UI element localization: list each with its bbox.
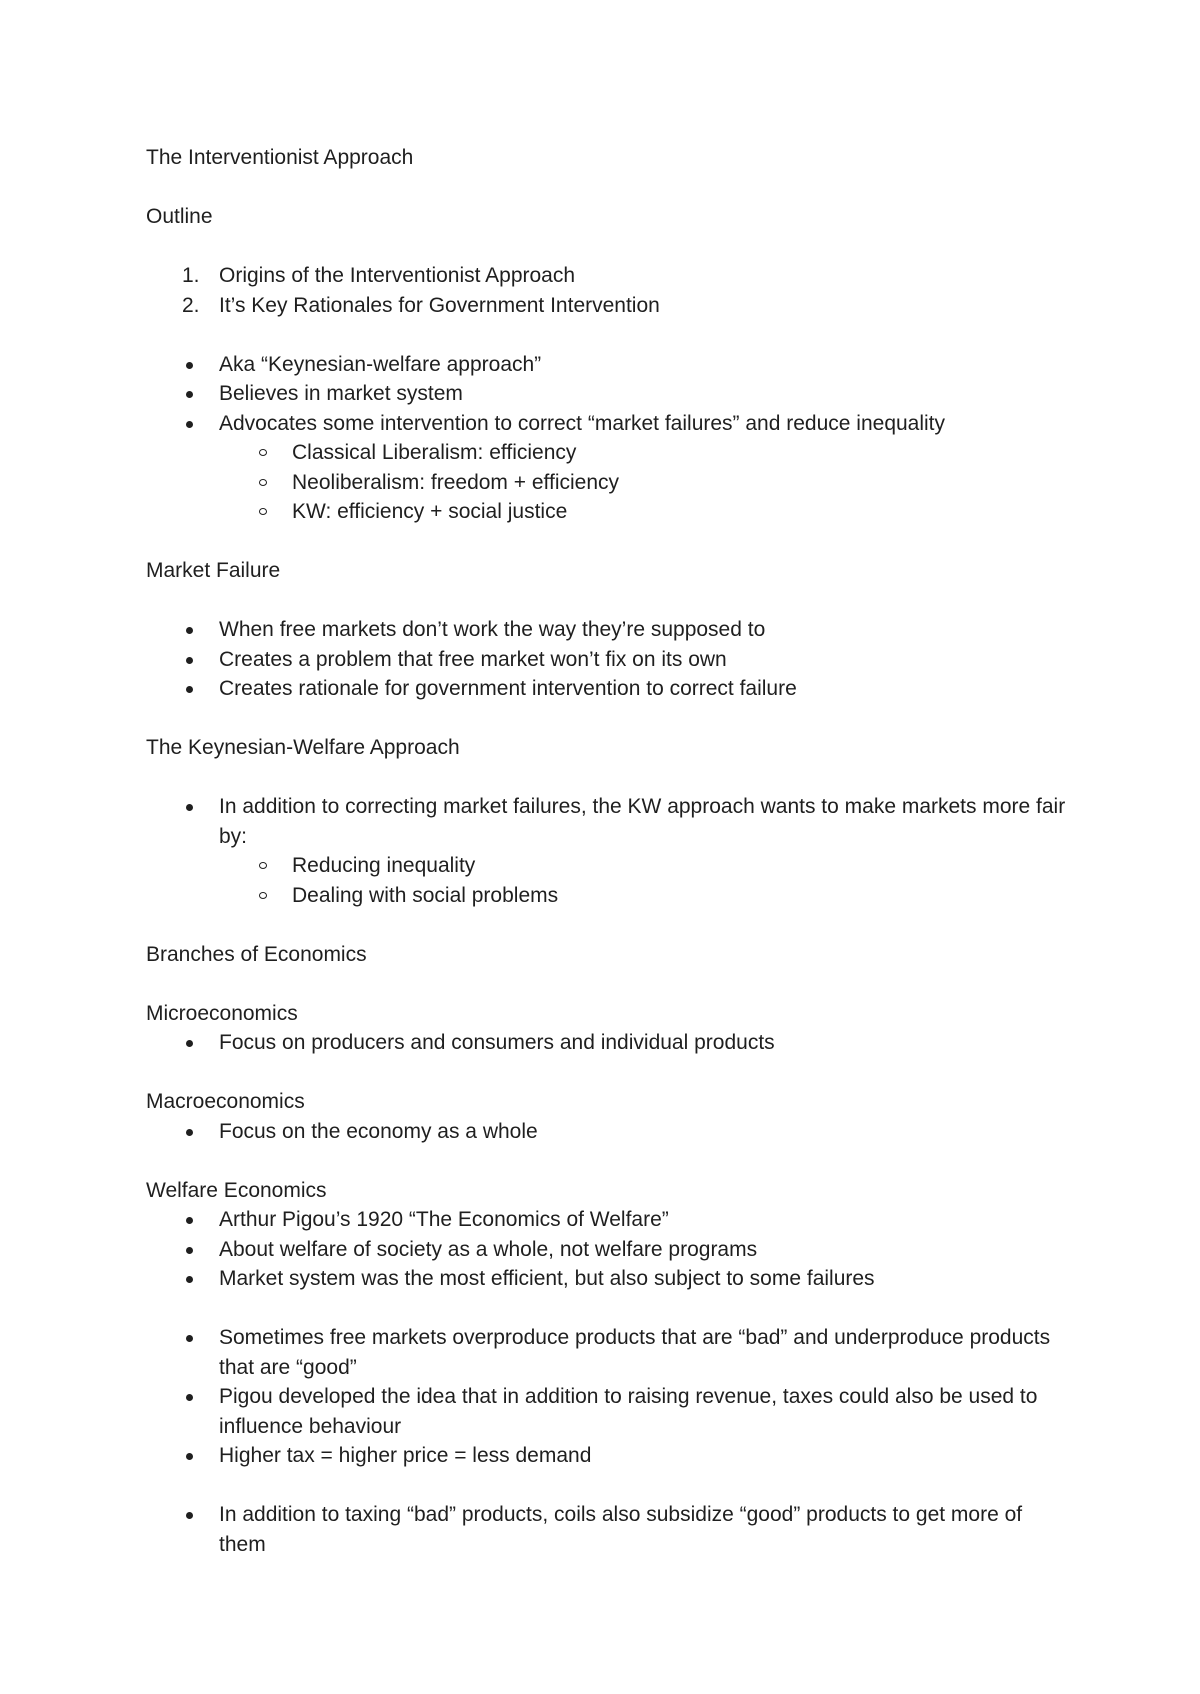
hollow-bullet-icon (259, 892, 267, 899)
sub-list-item: KW: efficiency + social justice (219, 497, 1066, 527)
kw-approach-list (146, 792, 1066, 910)
list-item: Market system was the most efficient, but also subject to some failures (146, 1264, 1066, 1294)
bullet-icon (186, 686, 193, 693)
bullet-icon (186, 391, 193, 398)
list-item: Advocates some intervention to correct “market failures” and reduce inequality Classical Liberalism: efficiency Neoliberalism: freedom + efficiency KW: efficiency + social justice (146, 409, 1066, 527)
list-item: In addition to taxing “bad” products, coils also subsidize “good” products to get more of them (146, 1500, 1066, 1559)
list-item: Focus on the economy as a whole (146, 1117, 1066, 1147)
list-item: Higher tax = higher price = less demand (146, 1441, 1066, 1471)
sub-list-item: Neoliberalism: freedom + efficiency (219, 468, 1066, 498)
bullet-icon (186, 627, 193, 634)
outline-item (146, 291, 1066, 321)
bullet-icon (186, 1217, 193, 1224)
list-item: Sometimes free markets overproduce products that are “bad” and underproduce products that are “good” (146, 1323, 1066, 1382)
hollow-bullet-icon (259, 862, 267, 869)
list-item: Creates rationale for government intervention to correct failure (146, 674, 1066, 704)
document-page (146, 143, 1066, 1559)
list-item: Believes in market system (146, 379, 1066, 409)
bullet-icon (186, 1512, 193, 1519)
micro-list (146, 1028, 1066, 1058)
sub-bullet-list (219, 851, 1066, 910)
document-title: The Interventionist Approach (146, 146, 414, 169)
outline-heading: Outline (146, 205, 213, 228)
sub-list-item: Dealing with social problems (219, 881, 1066, 911)
macro-heading: Macroeconomics (146, 1090, 305, 1113)
market-failure-heading: Market Failure (146, 559, 281, 582)
list-item-text: It’s Key Rationales for Government Intervention (219, 293, 660, 317)
hollow-bullet-icon (259, 449, 267, 456)
sub-list-item: Classical Liberalism: efficiency (219, 438, 1066, 468)
bullet-icon (186, 362, 193, 369)
list-item: Arthur Pigou’s 1920 “The Economics of Welfare” (146, 1205, 1066, 1235)
outline-numbered-list (146, 261, 1066, 320)
bullet-icon (186, 421, 193, 428)
outline-item (146, 261, 1066, 291)
sub-bullet-list (219, 438, 1066, 527)
bullet-icon (186, 1394, 193, 1401)
branches-heading: Branches of Economics (146, 942, 367, 966)
bullet-icon (186, 1129, 193, 1136)
welfare-list-a (146, 1205, 1066, 1294)
sub-list-item: Reducing inequality (219, 851, 1066, 881)
bullet-icon (186, 657, 193, 664)
list-number: 1. (182, 264, 200, 287)
list-item: Aka “Keynesian-welfare approach” (146, 350, 1066, 380)
welfare-list-b (146, 1323, 1066, 1471)
hollow-bullet-icon (259, 508, 267, 515)
list-item: Creates a problem that free market won’t fix on its own (146, 645, 1066, 675)
list-item-text: Origins of the Interventionist Approach (219, 264, 576, 287)
bullet-icon (186, 1040, 193, 1047)
outline-bullet-list (146, 350, 1066, 527)
list-item: About welfare of society as a whole, not welfare programs (146, 1235, 1066, 1265)
bullet-icon (186, 1453, 193, 1460)
list-item: Pigou developed the idea that in addition to raising revenue, taxes could also be used to influence behaviour (146, 1382, 1066, 1441)
welfare-list-c (146, 1500, 1066, 1559)
bullet-icon (186, 1247, 193, 1254)
list-number: 2. (182, 293, 200, 317)
bullet-icon (186, 804, 193, 811)
list-item: When free markets don’t work the way they’re supposed to (146, 615, 1066, 645)
kw-approach-heading: The Keynesian-Welfare Approach (146, 736, 460, 759)
bullet-icon (186, 1335, 193, 1342)
bullet-icon (186, 1276, 193, 1283)
list-item: Focus on producers and consumers and individual products (146, 1028, 1066, 1058)
list-item: In addition to correcting market failures, the KW approach wants to make markets more fair by: Reducing inequality Dealing with social problems (146, 792, 1066, 910)
micro-heading: Microeconomics (146, 1001, 298, 1025)
hollow-bullet-icon (259, 479, 267, 486)
macro-list (146, 1117, 1066, 1147)
market-failure-list (146, 615, 1066, 704)
welfare-heading: Welfare Economics (146, 1178, 327, 1202)
